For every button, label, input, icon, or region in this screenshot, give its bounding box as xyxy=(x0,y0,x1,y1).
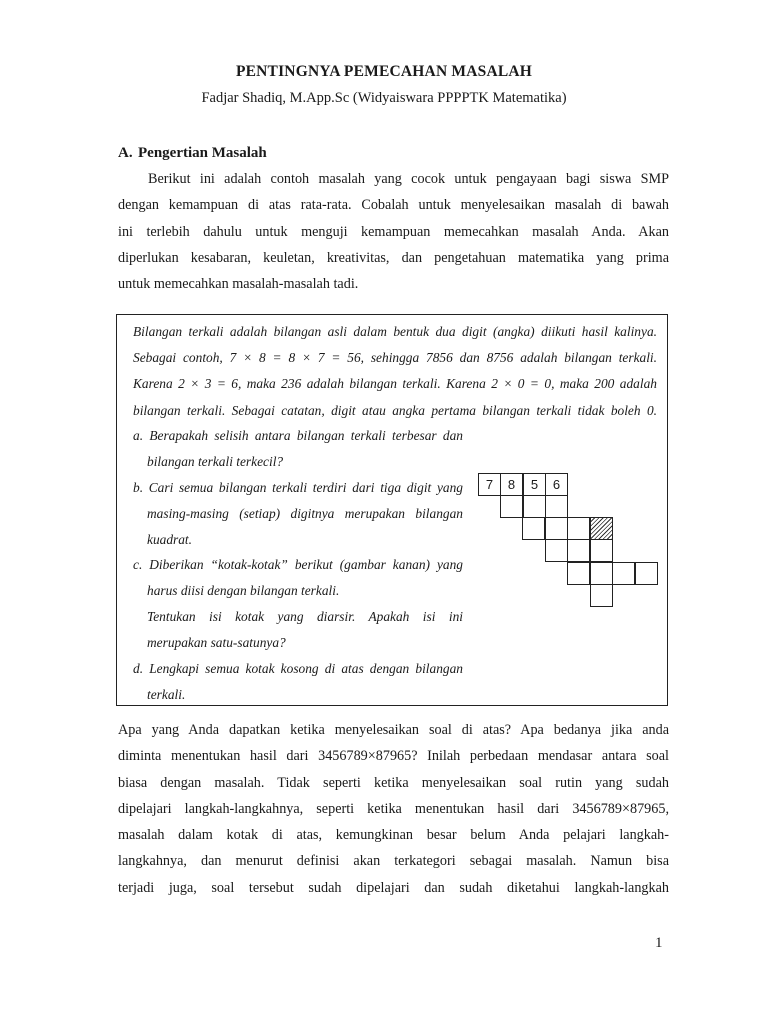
problem-items xyxy=(133,423,463,708)
problem-intro xyxy=(133,319,657,424)
problem-box xyxy=(116,314,668,706)
grid-cell xyxy=(523,495,546,518)
paragraph-line: masalah dalam kotak di atas, kemungkinan besar belum Anda pelajari langkah- xyxy=(118,827,669,844)
grid-cell xyxy=(590,584,613,607)
paragraph-line: dipelajari langkah-langkahnya, seperti ketika menentukan hasil dari 3456789×87965, xyxy=(118,800,669,817)
problem-line: Karena 2 × 3 = 6, maka 236 adalah bilangan terkali. Karena 2 × 0 = 0, maka 200 adalah xyxy=(133,376,657,392)
problem-item-d: d. Lengkapi semua kotak kosong di atas dengan bilangan xyxy=(133,661,463,677)
document-title: PENTINGNYA PEMECAHAN MASALAH xyxy=(235,63,533,80)
grid-cell xyxy=(590,562,613,585)
grid-cell xyxy=(545,517,568,540)
problem-item-b-cont: masing-masing (setiap) digitnya merupakan bilangan xyxy=(147,505,463,521)
grid-cell xyxy=(567,539,590,562)
grid-cell xyxy=(635,562,658,585)
body-paragraph xyxy=(118,717,669,901)
intro-paragraph xyxy=(118,166,669,297)
document-author: Fadjar Shadiq, M.App.Sc (Widyaiswara PPPPTK Matematika) xyxy=(201,90,567,106)
paragraph-line: terjadi juga, soal tersebut sudah dipelajari dan sudah diketahui langkah-langkah xyxy=(118,879,669,896)
grid-cell xyxy=(522,517,545,540)
grid-cell-digit: 5 xyxy=(523,473,546,496)
problem-item-a: a. Berapakah selisih antara bilangan terkali terbesar dan xyxy=(133,428,463,443)
paragraph-line: untuk memecahkan masalah-masalah tadi. xyxy=(118,276,359,293)
problem-item-b-cont: kuadrat. xyxy=(147,531,193,547)
problem-item-d-cont: terkali. xyxy=(147,686,186,702)
grid-cell xyxy=(567,517,590,540)
paragraph-line: Apa yang Anda dapatkan ketika menyelesaikan soal di atas? Apa bedanya jika anda xyxy=(118,722,669,738)
grid-cell-shaded xyxy=(590,517,613,540)
problem-item-c-cont: Tentukan isi kotak yang diarsir. Apakah isi ini xyxy=(147,609,463,625)
grid-cell xyxy=(567,562,590,585)
problem-item-a-cont: bilangan terkali terkecil? xyxy=(147,453,284,469)
paragraph-line: langkahnya, dan menurut definisi akan terkategori sebagai masalah. Namun bisa xyxy=(118,853,669,870)
problem-item-c-cont: harus diisi dengan bilangan terkali. xyxy=(147,583,340,599)
page-number: 1 xyxy=(655,935,663,951)
problem-item-c-cont: merupakan satu-satunya? xyxy=(147,635,286,651)
grid-cell xyxy=(545,539,568,562)
grid-cell-digit: 6 xyxy=(545,473,568,496)
problem-line: Sebagai contoh, 7 × 8 = 8 × 7 = 56, sehingga 7856 dan 8756 adalah bilangan terkali. xyxy=(133,350,657,366)
paragraph-line: biasa dengan masalah. Tidak seperti ketika menyelesaikan soal rutin yang sudah xyxy=(118,774,669,791)
paragraph-line: dengan kemampuan di atas rata-rata. Cobalah untuk menyelesaikan masalah di bawah xyxy=(118,197,669,214)
paragraph-line: diminta menentukan hasil dari 3456789×87965? Inilah perbedaan mendasar antara soal xyxy=(118,748,669,765)
section-title: Pengertian Masalah xyxy=(138,145,267,161)
grid-cell xyxy=(545,495,568,518)
problem-item-b: b. Cari semua bilangan terkali terdiri dari tiga digit yang xyxy=(133,479,463,495)
paragraph-line: ini terlebih dahulu untuk menguji kemampuan memecahkan masalah Anda. Akan xyxy=(118,223,669,240)
paragraph-line: Berikut ini adalah contoh masalah yang cocok untuk pengayaan bagi siswa SMP xyxy=(148,171,669,187)
problem-item-c: c. Diberikan “kotak-kotak” berikut (gambar kanan) yang xyxy=(133,557,463,573)
grid-cell xyxy=(590,539,613,562)
grid-cell-digit: 8 xyxy=(500,473,523,496)
paragraph-line: diperlukan kesabaran, keuletan, kreativitas, dan pengetahuan matematika yang prima xyxy=(118,249,669,266)
section-heading xyxy=(118,145,267,162)
problem-line: bilangan terkali. Sebagai catatan, digit atau angka pertama bilangan terkali tidak boleh 0. xyxy=(133,402,657,418)
grid-cell-digit: 7 xyxy=(478,473,501,496)
problem-line: Bilangan terkali adalah bilangan asli dalam bentuk dua digit (angka) diikuti hasil kalinya. xyxy=(133,324,657,339)
grid-cell xyxy=(500,495,523,518)
grid-cell xyxy=(612,562,635,585)
section-number: A. xyxy=(118,145,133,161)
